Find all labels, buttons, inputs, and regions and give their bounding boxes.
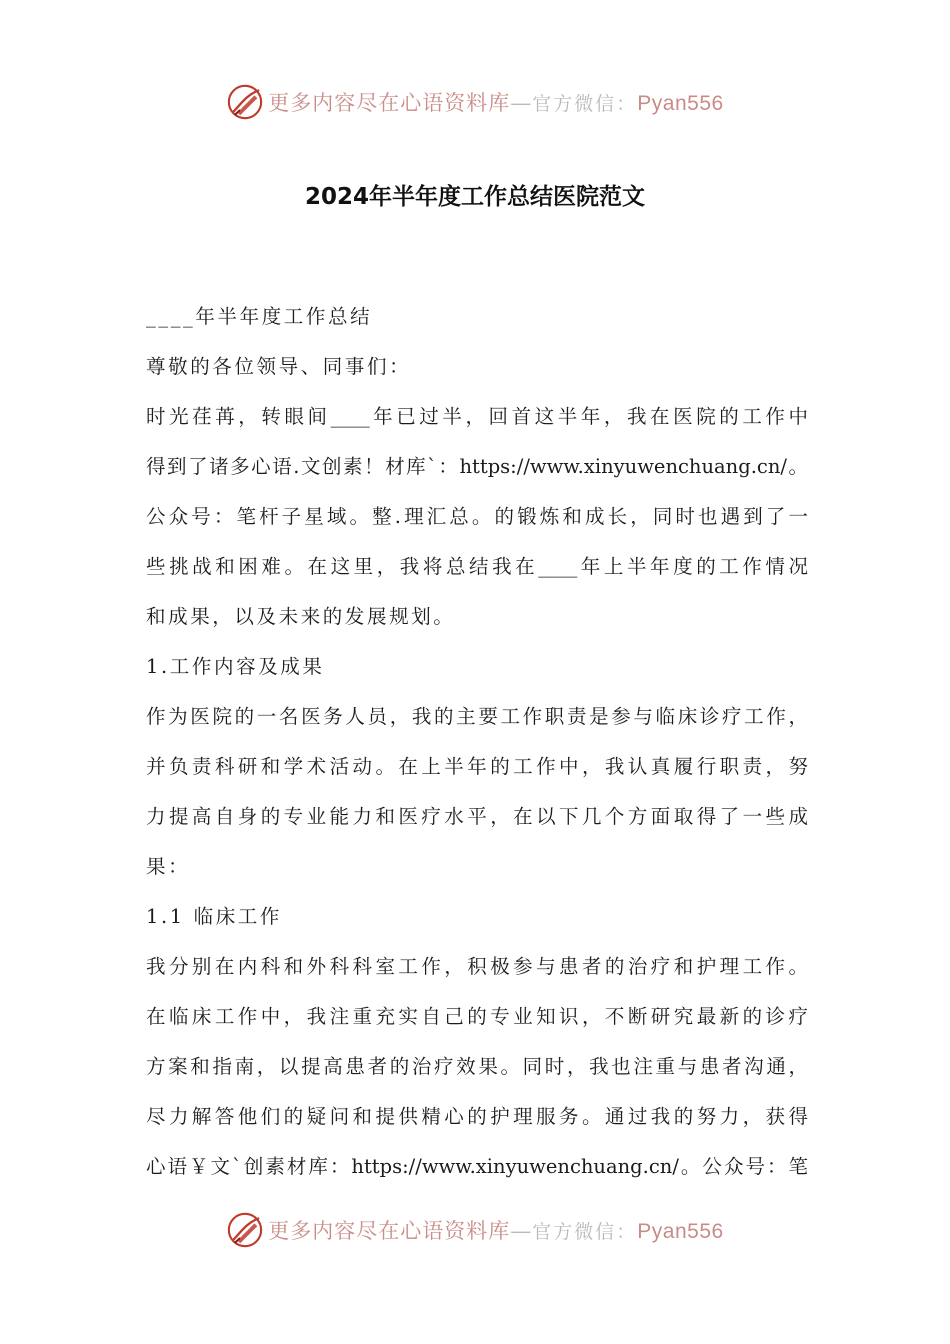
text-line: ____年半年度工作总结 — [146, 305, 373, 328]
text-line: 时光荏苒，转眼间____年已过半，回首这半年，我在医院的工作中 — [146, 405, 808, 428]
text-line: 心语￥文`创素材库：https://www.xinyuwenchuang.cn/。公众号：笔 — [146, 1155, 808, 1178]
text-line: 果： — [146, 855, 191, 878]
footer-watermark — [0, 1208, 950, 1252]
header-watermark — [0, 80, 950, 124]
text-line: 作为医院的一名医务人员，我的主要工作职责是参与临床诊疗工作， — [146, 705, 808, 728]
text-line: 些挑战和困难。在这里，我将总结我在____年上半年度的工作情况 — [146, 555, 808, 578]
section-heading: 1.工作内容及成果 — [146, 655, 325, 678]
text-line: 并负责科研和学术活动。在上半年的工作中，我认真履行职责，努 — [146, 755, 808, 778]
text-line: 力提高自身的专业能力和医疗水平，在以下几个方面取得了一些成 — [146, 805, 808, 828]
text-line: 公众号：笔杆子星域。整.理汇总。的锻炼和成长，同时也遇到了一 — [146, 505, 808, 528]
watermark-text: 更多内容尽在心语资料库—官方微信：Pyan556 — [268, 91, 724, 115]
pen-logo-icon — [226, 83, 264, 121]
text-line: 得到了诸多心语.文创素！材库`：https://www.xinyuwenchuang.cn/。 — [146, 455, 808, 478]
text-line: 在临床工作中，我注重充实自己的专业知识，不断研究最新的诊疗 — [146, 1005, 808, 1028]
pen-logo-icon — [226, 1211, 264, 1249]
text-line: 尽力解答他们的疑问和提供精心的护理服务。通过我的努力，获得 — [146, 1105, 808, 1128]
document-body — [146, 297, 808, 1197]
subsection-heading: 1.1 临床工作 — [146, 905, 283, 928]
text-line: 尊敬的各位领导、同事们： — [146, 355, 412, 378]
watermark-text: 更多内容尽在心语资料库—官方微信：Pyan556 — [268, 1219, 724, 1243]
text-line: 我分别在内科和外科科室工作，积极参与患者的治疗和护理工作。 — [146, 955, 808, 978]
document-title: 2024年半年度工作总结医院范文 — [304, 184, 645, 210]
text-line: 方案和指南，以提高患者的治疗效果。同时，我也注重与患者沟通， — [146, 1055, 808, 1078]
text-line: 和成果，以及未来的发展规划。 — [146, 605, 456, 628]
